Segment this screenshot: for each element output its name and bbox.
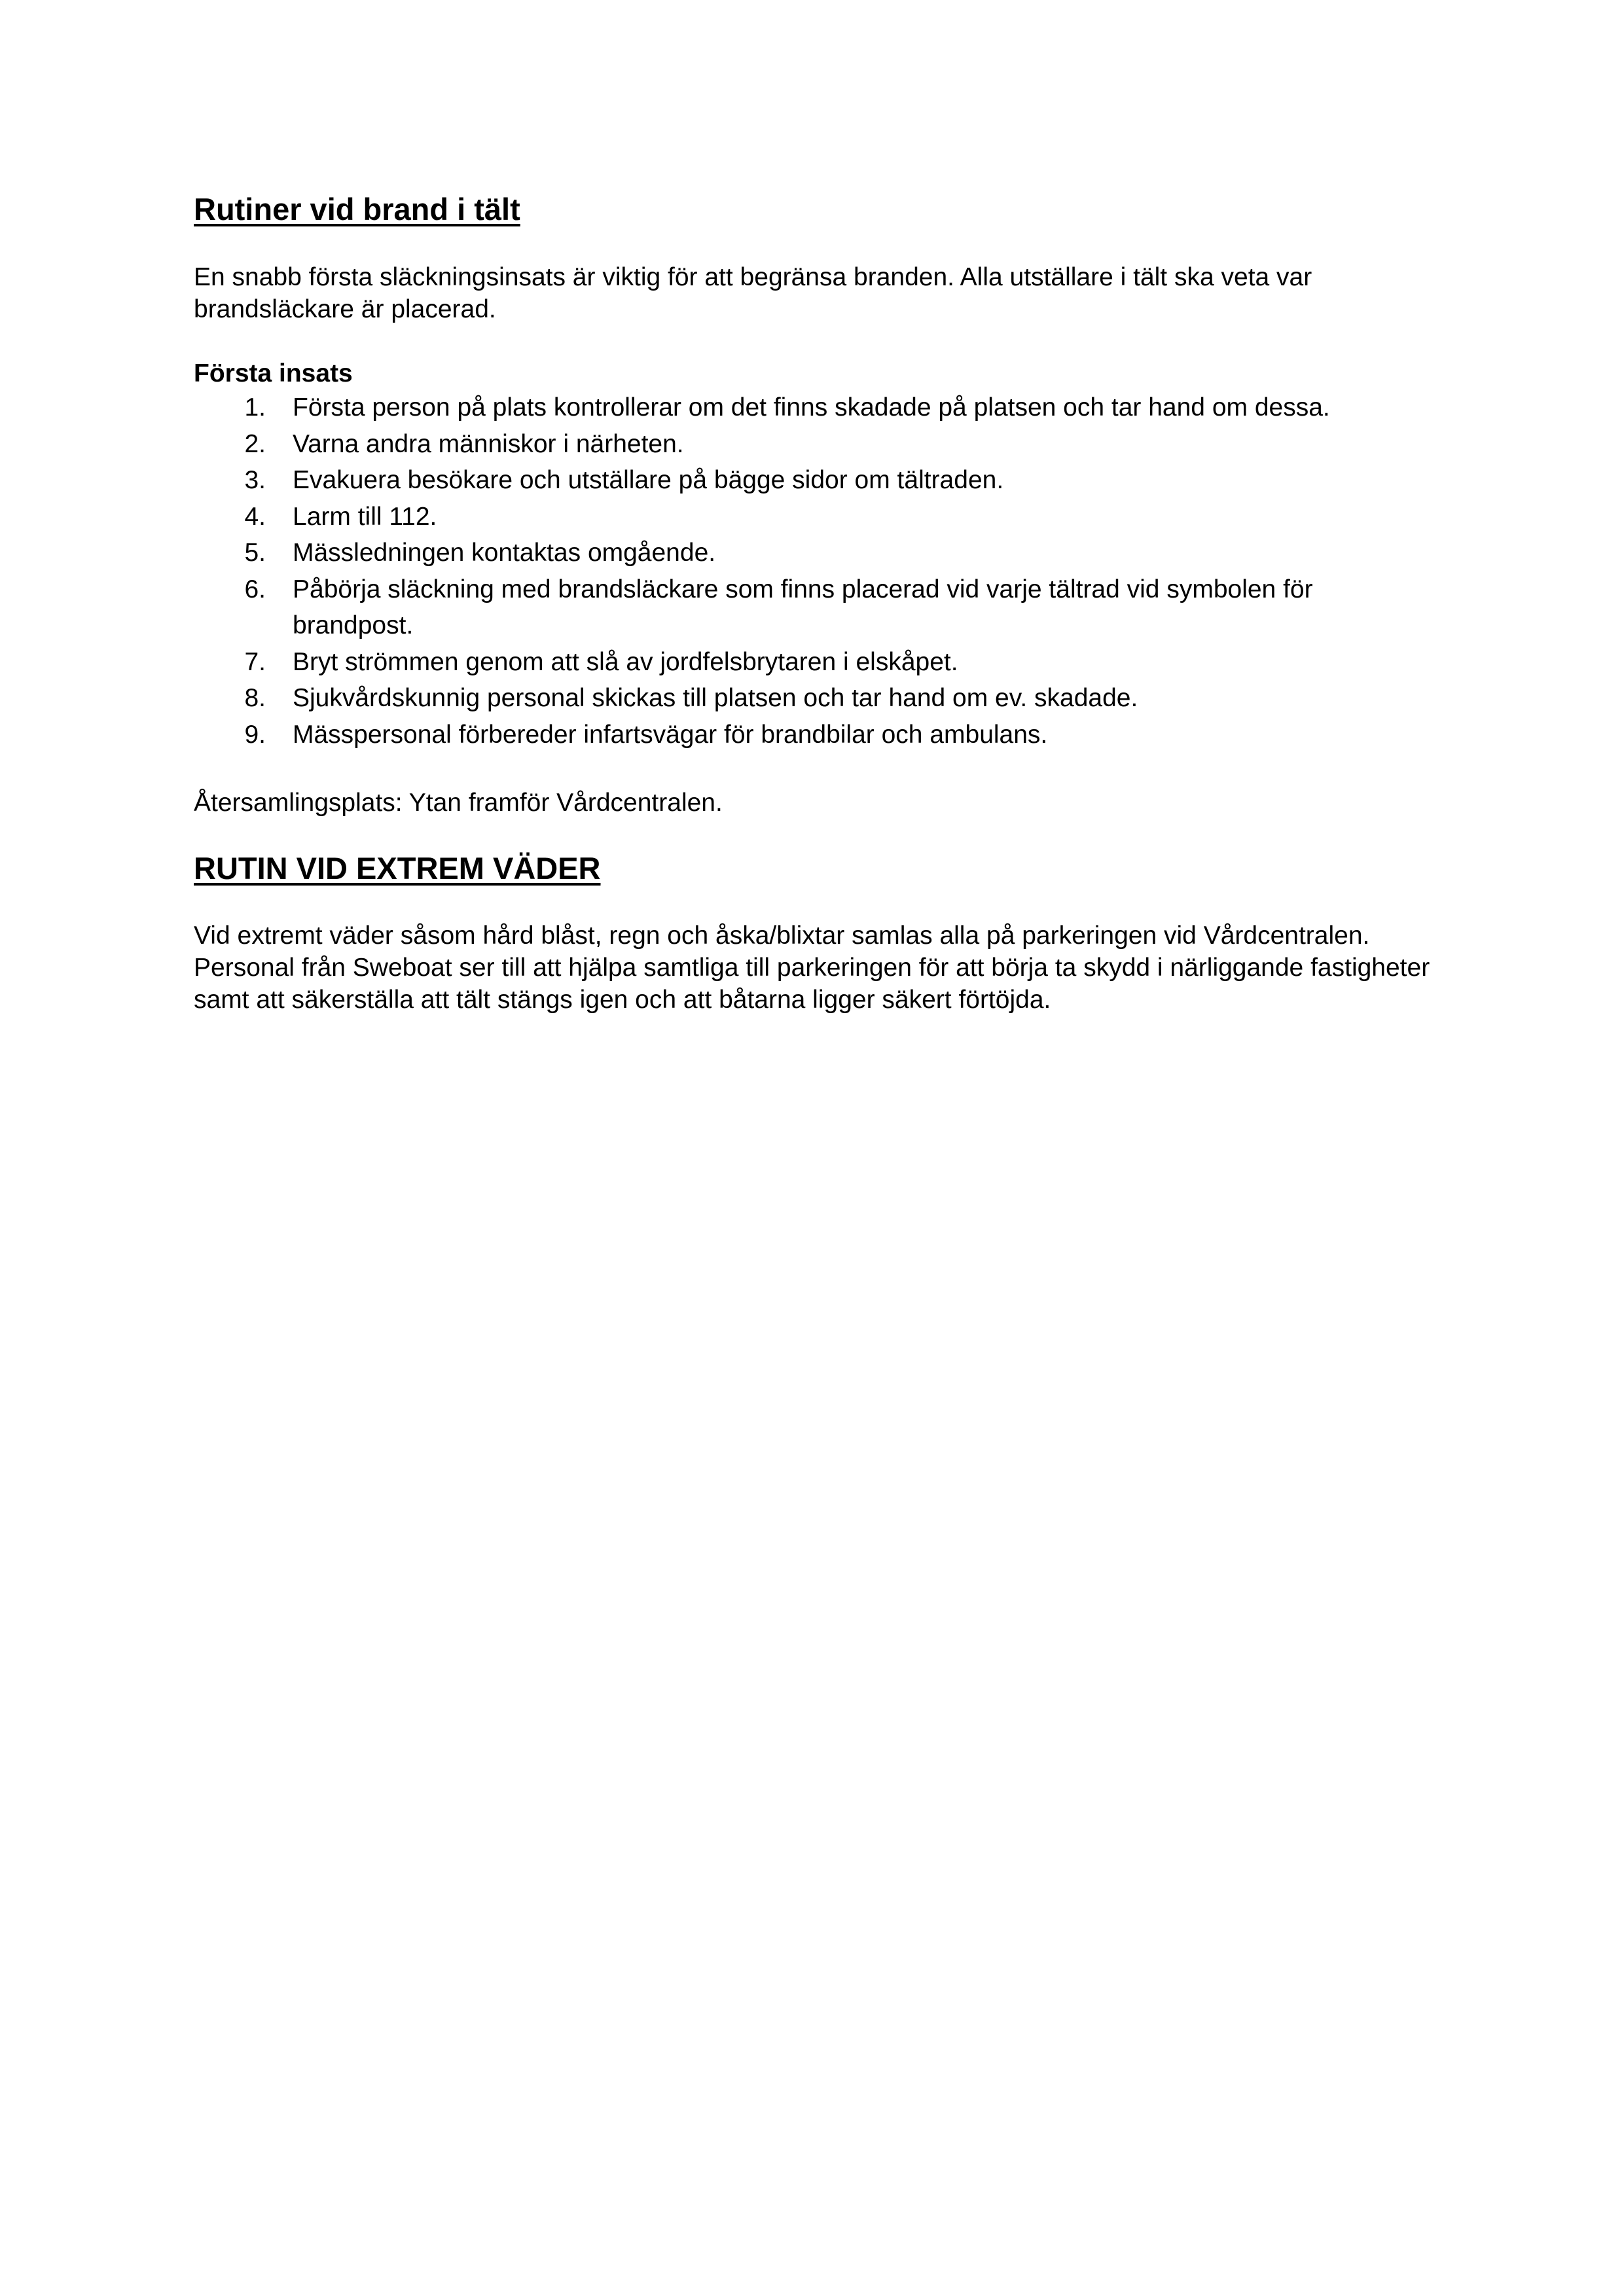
step-text: Påbörja släckning med brandsläckare som finns placerad vid varje tältrad vid symbolen för brandpost. <box>293 575 1313 639</box>
step-item <box>194 535 1437 571</box>
step-number: 1. <box>244 393 266 422</box>
step-text: Evakuera besökare och utställare på bägge sidor om tältraden. <box>293 466 1004 494</box>
step-text: Mässpersonal förbereder infartsvägar för brandbilar och ambulans. <box>293 720 1048 749</box>
step-number: 8. <box>244 684 266 712</box>
step-item <box>194 426 1437 463</box>
step-text: Larm till 112. <box>293 502 437 531</box>
step-text: Varna andra människor i närheten. <box>293 429 684 458</box>
step-text: Första person på plats kontrollerar om det finns skadade på platsen och tar hand om dessa. <box>293 393 1330 422</box>
step-item <box>194 644 1437 681</box>
step-item <box>194 680 1437 717</box>
first-response-heading: Första insats <box>194 359 353 387</box>
weather-paragraph-1: Vid extremt väder såsom hård blåst, regn och åska/blixtar samlas alla på parkeringen vid Vårdcentralen. <box>194 922 1370 950</box>
document-page <box>194 190 1437 1016</box>
step-item <box>194 571 1437 644</box>
step-item <box>194 462 1437 499</box>
first-response-steps <box>194 389 1437 753</box>
step-item <box>194 717 1437 753</box>
step-number: 5. <box>244 539 266 567</box>
step-text: Bryt strömmen genom att slå av jordfelsbrytaren i elskåpet. <box>293 647 958 676</box>
step-number: 4. <box>244 502 266 531</box>
weather-paragraph-2: Personal från Sweboat ser till att hjälpa samtliga till parkeringen för att börja ta skydd i närliggande fastigheter samt att säkerställa att tält stängs igen och att båtarna ligger säkert förtöjda. <box>194 954 1430 1014</box>
fire-routine-title: Rutiner vid brand i tält <box>194 192 520 226</box>
step-number: 7. <box>244 647 266 676</box>
step-number: 2. <box>244 429 266 458</box>
step-number: 3. <box>244 466 266 494</box>
step-item <box>194 389 1437 426</box>
step-item <box>194 499 1437 535</box>
extreme-weather-title: RUTIN VID EXTREM VÄDER <box>194 851 601 886</box>
step-text: Sjukvårdskunnig personal skickas till platsen och tar hand om ev. skadade. <box>293 684 1138 712</box>
fire-intro-paragraph: En snabb första släckningsinsats är viktig för att begränsa branden. Alla utställare i tält ska veta var brandsläckare är placerad. <box>194 263 1312 323</box>
step-number: 9. <box>244 720 266 749</box>
step-number: 6. <box>244 575 266 603</box>
assembly-point-text: Återsamlingsplats: Ytan framför Vårdcentralen. <box>194 789 723 817</box>
step-text: Mässledningen kontaktas omgående. <box>293 539 716 567</box>
